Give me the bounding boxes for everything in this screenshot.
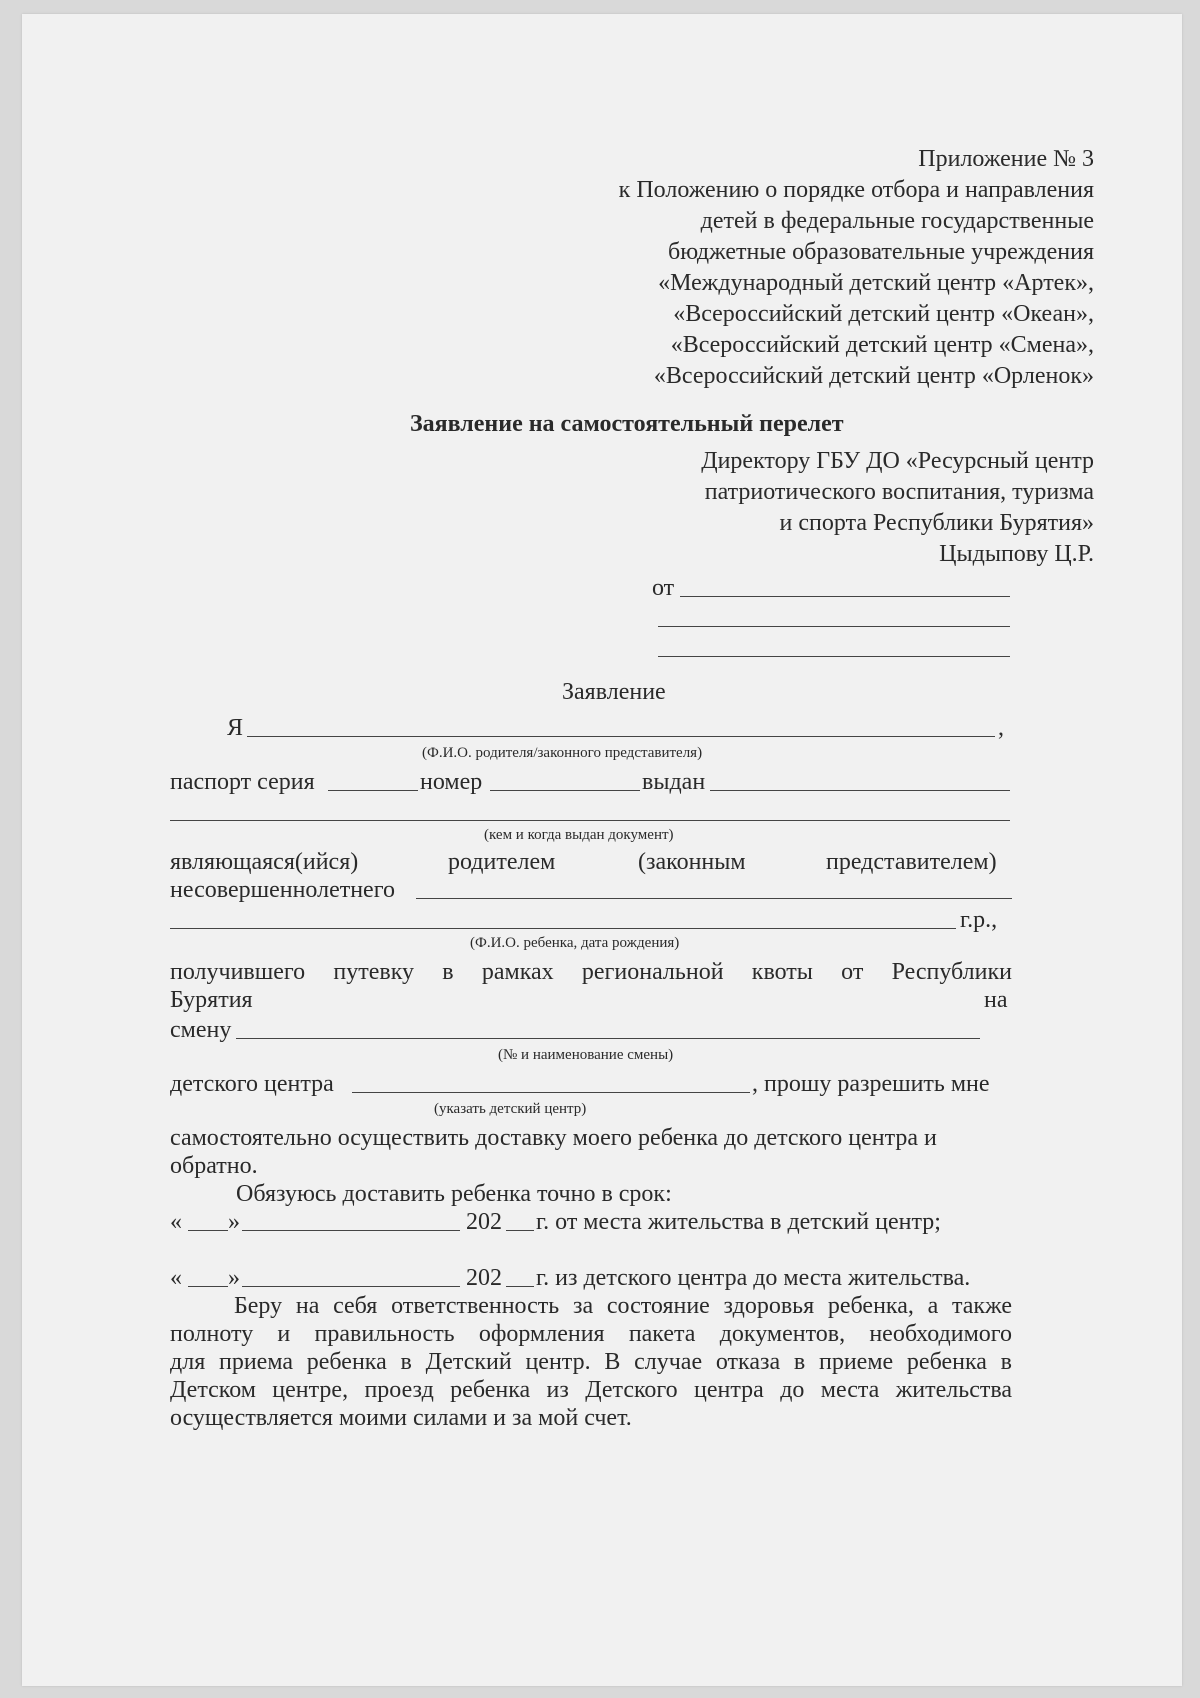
shift-label: смену [170, 1017, 232, 1043]
appendix-line: детей в федеральные государственные [700, 208, 1094, 234]
passport-series-label: паспорт серия [170, 769, 315, 795]
date2-year-prefix: 202 [466, 1265, 502, 1291]
addressee-line: Цыдыпову Ц.Р. [939, 541, 1094, 567]
center-line[interactable] [352, 1092, 750, 1093]
date2-close-quote: » [228, 1265, 240, 1291]
ya-label: Я [227, 715, 244, 741]
document-page [22, 14, 1182, 1686]
appendix-line: «Всероссийский детский центр «Океан», [673, 301, 1094, 327]
appendix-line: «Всероссийский детский центр «Орленок» [653, 363, 1094, 389]
date1-text: г. от места жительства в детский центр; [536, 1209, 941, 1235]
date1-open-quote: « [170, 1209, 182, 1235]
number-label: номер [420, 769, 483, 795]
parent-caption: (Ф.И.О. родителя/законного представителя) [422, 745, 703, 761]
na-label: на [984, 987, 1008, 1013]
passport-number-line[interactable] [490, 790, 640, 791]
child-name-line[interactable] [416, 898, 1012, 899]
date2-day-line[interactable] [188, 1286, 228, 1287]
appendix-block [619, 144, 1094, 392]
being-parent-word: родителем [448, 849, 556, 875]
parent-name-line[interactable] [247, 736, 995, 737]
birth-year-label: г.р., [960, 907, 998, 933]
addressee-line: и спорта Республики Бурятия» [779, 510, 1094, 536]
being-parent-word: (законным [638, 849, 746, 875]
child-caption: (Ф.И.О. ребенка, дата рождения) [470, 935, 680, 951]
form-title: Заявление [562, 679, 666, 705]
buryatia-label: Бурятия [170, 987, 253, 1013]
center-label: детского центра [170, 1071, 334, 1097]
responsibility-line: Беру на себя ответственность за состояние здоровья ребенка, а также [234, 1293, 1012, 1319]
date1-year-prefix: 202 [466, 1209, 502, 1235]
date1-year-line[interactable] [506, 1230, 534, 1231]
passport-series-line[interactable] [328, 790, 418, 791]
responsibility-line: для приема ребенка в Детский центр. В случае отказа в приеме ребенка в [170, 1349, 1012, 1375]
addressee-line: патриотического воспитания, туризма [704, 479, 1094, 505]
date1-day-line[interactable] [188, 1230, 228, 1231]
appendix-line: к Положению о порядке отбора и направления [618, 177, 1094, 203]
date2-text: г. из детского центра до места жительства. [536, 1265, 971, 1291]
date2-open-quote: « [170, 1265, 182, 1291]
minor-label: несовершеннолетнего [170, 877, 395, 903]
being-parent-word: являющаяся(ийся) [170, 849, 359, 875]
issued-line-2[interactable] [170, 820, 1010, 821]
comma: , [998, 715, 1004, 741]
permit-label: , прошу разрешить мне [752, 1071, 990, 1097]
responsibility-line: осуществляется моими силами и за мой счет. [170, 1405, 632, 1431]
deliver-line: самостоятельно осуществить доставку моего ребенка до детского центра и [170, 1125, 937, 1151]
oblige-label: Обязуюсь доставить ребенка точно в срок: [236, 1181, 672, 1207]
from-line-3[interactable] [658, 656, 1010, 657]
appendix-line: бюджетные образовательные учреждения [668, 239, 1094, 265]
appendix-line: «Международный детский центр «Артек», [658, 270, 1094, 296]
voucher-line: получившего путевку в рамках региональной квоты от Республики [170, 959, 1012, 985]
addressee-block [701, 446, 1094, 570]
document-heading: Заявление на самостоятельный перелет [410, 411, 844, 437]
date1-close-quote: » [228, 1209, 240, 1235]
issued-line[interactable] [710, 790, 1010, 791]
appendix-line: Приложение № 3 [918, 146, 1094, 172]
date2-month-line[interactable] [242, 1286, 460, 1287]
date1-month-line[interactable] [242, 1230, 460, 1231]
date2-year-line[interactable] [506, 1286, 534, 1287]
responsibility-line: Детском центре, проезд ребенка из Детского центра до места жительства [170, 1377, 1012, 1403]
responsibility-line: полноту и правильность оформления пакета документов, необходимого [170, 1321, 1012, 1347]
appendix-line: «Всероссийский детский центр «Смена», [670, 332, 1094, 358]
shift-caption: (№ и наименование смены) [498, 1047, 674, 1063]
from-label: от [652, 575, 675, 601]
issued-label: выдан [642, 769, 706, 795]
issued-caption: (кем и когда выдан документ) [484, 827, 674, 843]
being-parent-word: представителем) [826, 849, 997, 875]
shift-line[interactable] [236, 1038, 980, 1039]
addressee-line: Директору ГБУ ДО «Ресурсный центр [701, 448, 1094, 474]
center-caption: (указать детский центр) [434, 1101, 587, 1117]
from-line-2[interactable] [658, 626, 1010, 627]
child-name-line-2[interactable] [170, 928, 956, 929]
from-line-1[interactable] [680, 596, 1010, 597]
back-label: обратно. [170, 1153, 258, 1179]
